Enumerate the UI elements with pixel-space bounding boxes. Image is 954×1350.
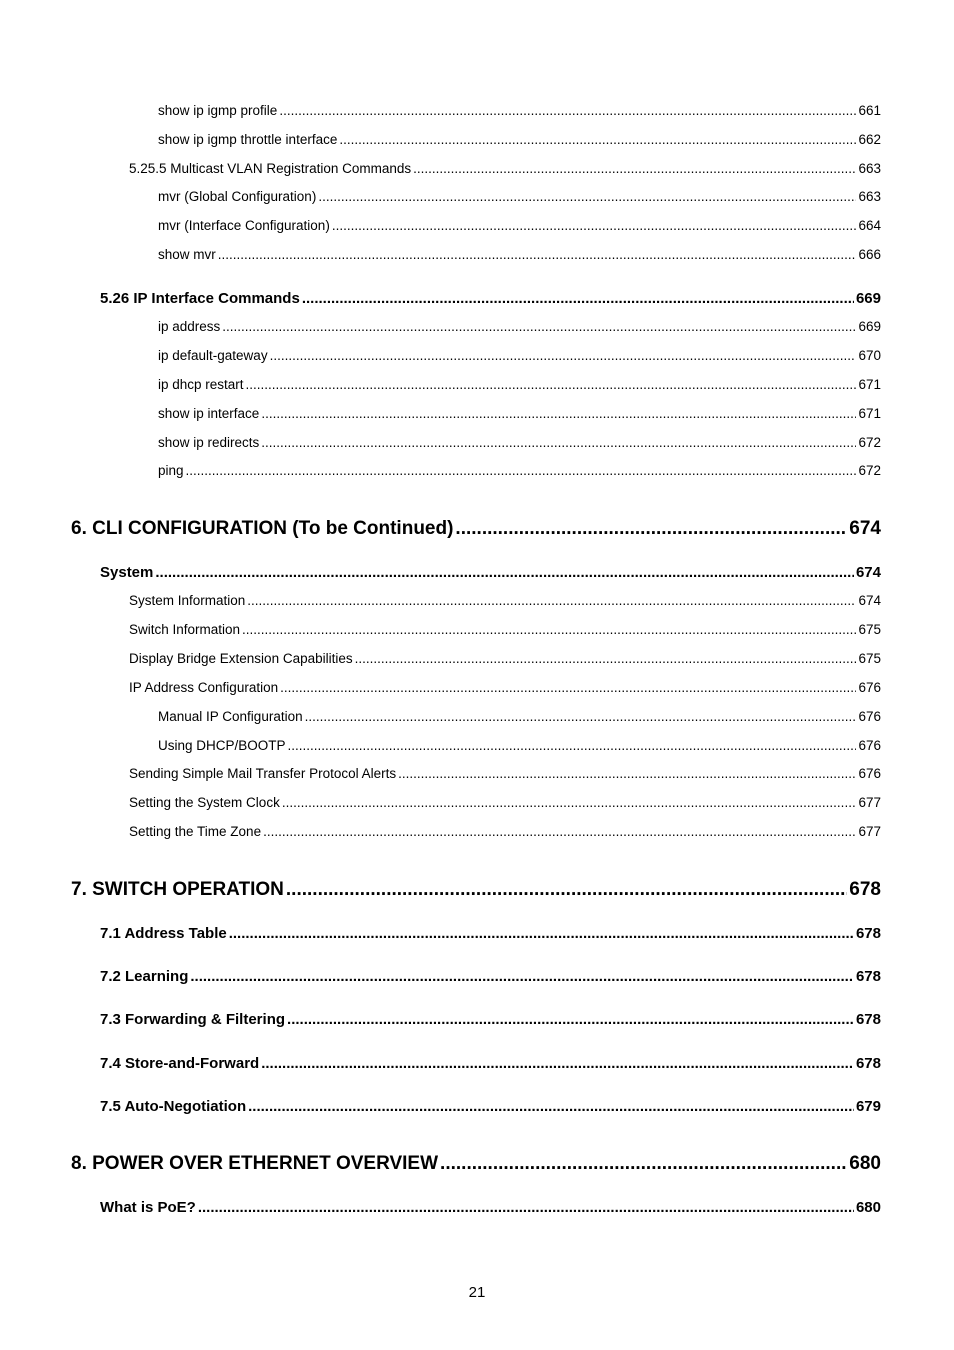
- toc-entry-title: IP Address Configuration: [129, 680, 279, 695]
- page-number: 21: [468, 1284, 486, 1301]
- toc-entry[interactable]: [158, 407, 881, 421]
- toc-entry-title: Setting the Time Zone: [129, 824, 262, 839]
- toc-entry-title: show ip redirects: [158, 435, 260, 450]
- toc-entry[interactable]: [129, 594, 881, 608]
- dot-leader: [413, 162, 856, 176]
- toc-entry-title: ip address: [158, 319, 221, 334]
- toc-entry-title: Setting the System Clock: [129, 795, 280, 810]
- toc-entry-page: 677: [858, 795, 881, 810]
- toc-entry-title: ip dhcp restart: [158, 377, 244, 392]
- toc-entry[interactable]: [129, 767, 881, 781]
- toc-entry[interactable]: [100, 1200, 881, 1215]
- dot-leader: [261, 1056, 854, 1071]
- toc-entry[interactable]: [129, 825, 881, 839]
- toc-entry-title: show ip igmp throttle interface: [158, 132, 338, 147]
- toc-entry-page: 676: [858, 766, 881, 781]
- toc-entry-page: 678: [855, 1011, 881, 1028]
- toc-entry-page: 676: [858, 680, 881, 695]
- toc-entry-page: 670: [858, 348, 881, 363]
- toc-entry-title: 7.2 Learning: [100, 968, 189, 985]
- dot-leader: [263, 825, 856, 839]
- toc-entry-page: 674: [849, 518, 881, 539]
- toc-entry-page: 678: [855, 925, 881, 942]
- toc-entry[interactable]: [129, 652, 881, 666]
- toc-entry-title: ip default-gateway: [158, 348, 268, 363]
- dot-leader: [286, 880, 847, 899]
- toc-entry-title: System: [100, 564, 154, 581]
- toc-entry[interactable]: [100, 926, 881, 941]
- dot-leader: [305, 710, 857, 724]
- toc-entry-page: 678: [855, 968, 881, 985]
- toc-entry[interactable]: [129, 681, 881, 695]
- toc-entry[interactable]: [158, 710, 881, 724]
- toc-entry-title: mvr (Interface Configuration): [158, 218, 330, 233]
- toc-entry[interactable]: [129, 796, 881, 810]
- dot-leader: [248, 1099, 854, 1114]
- toc-chapter-entry[interactable]: [71, 1154, 881, 1173]
- dot-leader: [287, 1012, 854, 1027]
- dot-leader: [218, 248, 857, 262]
- toc-entry-page: 677: [858, 824, 881, 839]
- toc-entry[interactable]: [158, 104, 881, 118]
- toc-entry-title: System Information: [129, 593, 246, 608]
- toc-entry-title: mvr (Global Configuration): [158, 189, 317, 204]
- toc-entry-title: Using DHCP/BOOTP: [158, 738, 286, 753]
- toc-entry[interactable]: [158, 739, 881, 753]
- dot-leader: [261, 436, 856, 450]
- toc-entry-title: 5.26 IP Interface Commands: [100, 290, 300, 307]
- toc-entry-title: show ip igmp profile: [158, 103, 278, 118]
- toc-entry[interactable]: [158, 464, 881, 478]
- toc-entry[interactable]: [100, 969, 881, 984]
- toc-entry-page: 664: [858, 218, 881, 233]
- toc-entry-title: show ip interface: [158, 406, 260, 421]
- dot-leader: [355, 652, 857, 666]
- toc-entry-page: 663: [858, 161, 881, 176]
- toc-entry-page: 671: [858, 406, 881, 421]
- toc-entry-page: 674: [858, 593, 881, 608]
- dot-leader: [302, 291, 854, 306]
- toc-entry[interactable]: [158, 133, 881, 147]
- dot-leader: [247, 594, 856, 608]
- dot-leader: [155, 565, 854, 580]
- toc-entry-title: 7.1 Address Table: [100, 925, 227, 942]
- toc-entry-page: 676: [858, 738, 881, 753]
- dot-leader: [242, 623, 856, 637]
- toc-entry-page: 669: [858, 319, 881, 334]
- toc-entry[interactable]: [158, 436, 881, 450]
- dot-leader: [246, 378, 857, 392]
- toc-chapter-entry[interactable]: [71, 880, 881, 899]
- toc-entry-page: 679: [855, 1098, 881, 1115]
- toc-entry[interactable]: [100, 1056, 881, 1071]
- toc-entry-page: 672: [858, 435, 881, 450]
- toc-entry-title: 8. POWER OVER ETHERNET OVERVIEW: [71, 1153, 439, 1174]
- toc-entry-title: 7.4 Store-and-Forward: [100, 1055, 260, 1072]
- toc-entry-page: 671: [858, 377, 881, 392]
- dot-leader: [398, 767, 856, 781]
- dot-leader: [282, 796, 857, 810]
- dot-leader: [280, 681, 856, 695]
- toc-entry-page: 661: [858, 103, 881, 118]
- toc-entry-page: 662: [858, 132, 881, 147]
- dot-leader: [288, 739, 857, 753]
- toc-entry[interactable]: [158, 248, 881, 262]
- toc-entry-title: What is PoE?: [100, 1199, 196, 1216]
- dot-leader: [279, 104, 856, 118]
- toc-entry-title: show mvr: [158, 247, 216, 262]
- toc-chapter-entry[interactable]: [71, 519, 881, 538]
- toc-entry-title: ping: [158, 463, 184, 478]
- toc-entry[interactable]: [158, 320, 881, 334]
- dot-leader: [332, 219, 857, 233]
- toc-entry-title: Switch Information: [129, 622, 241, 637]
- toc-entry-page: 675: [858, 622, 881, 637]
- toc-entry-page: 666: [858, 247, 881, 262]
- toc-entry[interactable]: [129, 623, 881, 637]
- toc-entry-page: 663: [858, 189, 881, 204]
- toc-entry[interactable]: [158, 378, 881, 392]
- toc-entry[interactable]: [100, 1099, 881, 1114]
- dot-leader: [339, 133, 856, 147]
- toc-entry-title: Manual IP Configuration: [158, 709, 303, 724]
- dot-leader: [455, 519, 847, 538]
- toc-entry[interactable]: [100, 565, 881, 580]
- dot-leader: [198, 1200, 854, 1215]
- dot-leader: [222, 320, 856, 334]
- dot-leader: [186, 464, 857, 478]
- dot-leader: [318, 190, 856, 204]
- toc-entry-title: 7.5 Auto-Negotiation: [100, 1098, 247, 1115]
- toc-entry-title: 7. SWITCH OPERATION: [71, 879, 284, 900]
- dot-leader: [440, 1154, 847, 1173]
- toc-entry-page: 672: [858, 463, 881, 478]
- toc-entry[interactable]: [158, 190, 881, 204]
- dot-leader: [261, 407, 856, 421]
- toc-entry-page: 678: [855, 1055, 881, 1072]
- dot-leader: [270, 349, 857, 363]
- toc-entry-page: 674: [855, 564, 881, 581]
- toc-entry[interactable]: [100, 291, 881, 306]
- toc-entry-title: 6. CLI CONFIGURATION (To be Continued): [71, 518, 454, 539]
- toc-entry[interactable]: [158, 349, 881, 363]
- toc-entry-page: 676: [858, 709, 881, 724]
- dot-leader: [229, 926, 854, 941]
- dot-leader: [190, 969, 854, 984]
- toc-entry-title: Sending Simple Mail Transfer Protocol Alerts: [129, 766, 397, 781]
- toc-entry-page: 669: [855, 290, 881, 307]
- toc-entry[interactable]: [100, 1012, 881, 1027]
- toc-entry-page: 678: [849, 879, 881, 900]
- toc-entry[interactable]: [129, 162, 881, 176]
- toc-entry-title: 7.3 Forwarding & Filtering: [100, 1011, 286, 1028]
- toc-entry-page: 680: [855, 1199, 881, 1216]
- toc-entry-page: 675: [858, 651, 881, 666]
- toc-entry-title: 5.25.5 Multicast VLAN Registration Commands: [129, 161, 412, 176]
- toc-entry-page: 680: [849, 1153, 881, 1174]
- toc-entry[interactable]: [158, 219, 881, 233]
- toc-entry-title: Display Bridge Extension Capabilities: [129, 651, 353, 666]
